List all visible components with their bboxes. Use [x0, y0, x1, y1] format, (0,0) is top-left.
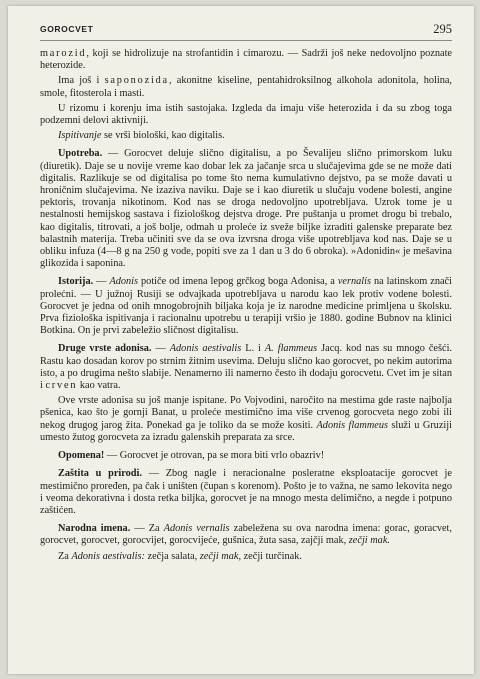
paragraph — [40, 468, 452, 517]
text-run: Ima još i — [58, 75, 105, 87]
text-run: — — [93, 276, 110, 288]
italic-term: Adonis flammeus — [316, 419, 388, 431]
text-run: — Za — [130, 523, 164, 535]
italic-term: vernalis — [337, 276, 372, 288]
page-number: 295 — [433, 22, 452, 36]
section-lead: Istorija. — [58, 276, 94, 288]
italic-term: Adonis — [109, 276, 139, 288]
text-run: na latinskom znači prolećni. — U južnoj Rusiji se odvajkada upotrebljava u narodu kao lek protiv vodene bolesti. Gorocvet je jedna od onih mnogobrojnih biljaka koja je iz narodne medicine primljena u školsku. Prva fiziološka ispitivanja i racionalnu upotrebu u terapiji vršio je 1880. godine Bubnov na klinici Botkina. On je prvi zabeležio sličnost digitalisu. — [40, 276, 452, 337]
book-page — [8, 6, 474, 674]
paragraph — [40, 450, 452, 462]
paragraph — [40, 103, 452, 127]
italic-term: Adonis aestivalis — [169, 343, 242, 355]
text-run: — — [151, 343, 170, 355]
paragraph — [40, 523, 452, 547]
italic-term: zečji mak, — [199, 550, 242, 562]
text-run: zabeležena su ova narodna imena: gorac, goracvet, gorocvet, gorocvet, gorocvijet, gorocvijeće, gušnica, žuta sasa, zajčji mak, — [40, 523, 452, 547]
italic-term: zečji mak. — [348, 535, 390, 547]
paragraph — [40, 148, 452, 270]
paragraph — [40, 276, 452, 337]
paragraph — [40, 130, 452, 142]
italic-term: Adonis vernalis — [163, 523, 230, 535]
page-header — [40, 22, 452, 41]
running-head: GOROCVET — [40, 24, 94, 34]
text-run: L. i — [241, 343, 265, 355]
text-run: kao vatra. — [77, 380, 121, 392]
text-run: zečja salata, — [144, 550, 200, 562]
spaced-term: marozid — [40, 48, 87, 59]
text-run: , koji se hidrolizuje na strofantidin i cimarozu. — Sadrži još neke nedovoljno poznate heterozide. — [40, 48, 452, 72]
body-text — [40, 48, 452, 566]
section-lead: Upotreba. — [58, 148, 103, 160]
section-lead: Zaštita u prirodi. — [58, 468, 142, 480]
section-lead: Narodna imena. — [58, 523, 131, 535]
italic-term: Adonis aestivalis: — [71, 550, 145, 562]
text-run: , akonitne kiseline, pentahidroksilnog alkohola adonitola, holina, smole, fitosterola i masti. — [40, 75, 453, 99]
text-run: se vrši biološki, kao digitalis. — [101, 130, 225, 142]
paragraph — [40, 75, 452, 99]
paragraph — [40, 343, 452, 392]
paragraph — [40, 551, 452, 563]
paragraph — [40, 395, 452, 444]
spaced-term: saponozida — [104, 75, 169, 87]
text-run: zečji turčinak. — [241, 550, 302, 562]
text-run: — Zbog nagle i neracionalne posleratne eksploatacije gorocvet je mestimično proređen, pa čak i uništen (čupan s korenom). Pošto je to važna, ne samo lekovita nego i veoma dekorativna i dosta retka biljka, gorocvet je na mnogo mesta delimično, a negde i potpuno zaštićen. — [40, 468, 452, 516]
spaced-term: crven — [45, 380, 78, 392]
text-run: Za — [58, 550, 72, 562]
section-lead: Opomena! — [58, 450, 105, 462]
text-run: — Gorocvet deluje slično digitalisu, a po Ševalijeu slično primorskom luku (diuretik). Daje se u novije vreme kao dobar lek za jačanje srca u slučajevima gde se ne može dati digitalis. Razlikuje se od digitalisa po tome što nema kumulativno dejstvo, pa se može davati u hroničnim slučajevima. Ne izaziva naviku. Daje se i kao diuretik u slučaju vodene bolesti, angine pektoris, trovanja nikotinom. Kod nas se droga nedovoljno upotrebljava. Uzrok tome je u nestalnosti hemijskog sastava i fiziološkog dejstva droge. Pre puštanja u promet drogu bi trebalo, kao digitalis, titrovati, a još bolje, odmah u proleće iz sveže biljke izraditi galenske preparate bez balastnih materija. Treba učiniti sve da se ova izvrsna droga više upotrebljava kod nas. Daje se u obliku infuza (4—8 g na 250 g vode, popiti sve za 1 dan u 3 do 6 obroka). »Adonidin« je mešavina glikozida i saponina. — [40, 148, 452, 270]
text-run: Ove vrste adonisa su još manje ispitane. Po Vojvodini, naročito na mestima gde raste najbolja pšenica, kao što je gornji Banat, u proleće mestimično ima više crvenog gorocveta nego zobi ili nekog drugog jarog žita. Ponekad ga je toliko da se može kositi. — [40, 395, 452, 431]
text-run: U rizomu i korenju ima istih sastojaka. Izgleda da imaju više heterozida i da su zbog toga podzemni delovi aktivniji. — [40, 102, 452, 127]
section-lead: Druge vrste adonisa. — [58, 343, 152, 355]
italic-term: Ispitivanje — [58, 130, 102, 142]
text-run: Jacq. kod nas su mnogo češći. Rastu kao dosadan korov po strnim žitnim usevima. Deluju slično kao gorocvet, po nekim autorima isto, a po drugima nešto slabije. Nenamerno ili namerno često ih dodaju gorocvetu. Cvet im je sitan i — [40, 343, 452, 392]
text-run: potiče od imena lepog grčkog boga Adonisa, a — [138, 276, 338, 288]
paragraph — [40, 48, 452, 72]
text-run: — Gorocvet je otrovan, pa se mora biti vrlo obazriv! — [104, 450, 325, 462]
text-run: služi u Gruziji umesto žutog gorocveta za izradu galenskih preparata za srce. — [40, 419, 452, 443]
italic-term: A. flammeus — [264, 343, 318, 355]
